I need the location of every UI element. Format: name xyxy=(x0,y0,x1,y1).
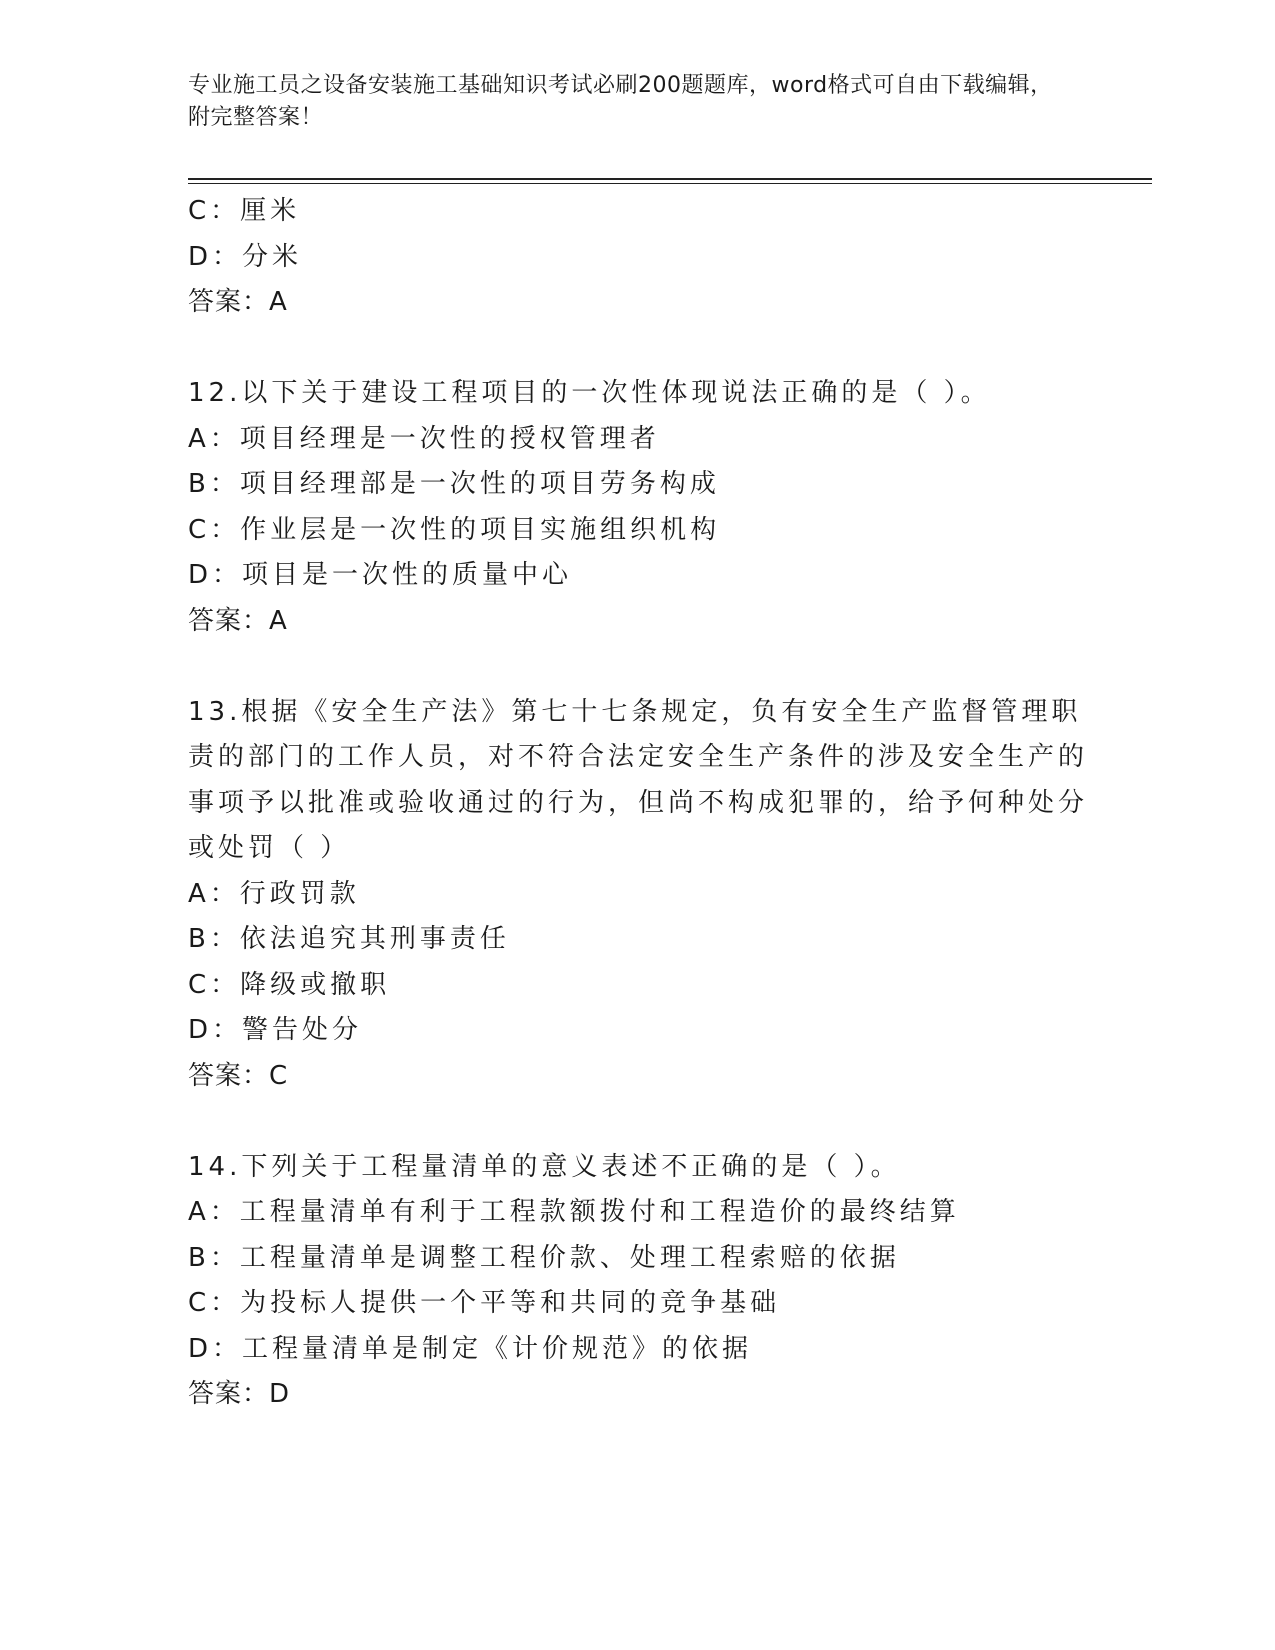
question-12-text: 12.以下关于建设工程项目的一次性体现说法正确的是（ ）。 xyxy=(188,378,991,408)
question-13-option-a: A：行政罚款 xyxy=(188,878,360,909)
question-13-answer: 答案：C xyxy=(188,1060,289,1091)
question-14-option-c: C：为投标人提供一个平等和共同的竞争基础 xyxy=(188,1288,781,1318)
header-divider xyxy=(188,178,1152,180)
spacer xyxy=(188,326,1088,372)
question-13-option-d: D：警告处分 xyxy=(188,1015,363,1045)
question-14-option-b: B：工程量清单是调整工程价款、处理工程索赔的依据 xyxy=(188,1242,900,1273)
question-12-option-b: B：项目经理部是一次性的项目劳务构成 xyxy=(188,469,720,499)
option-c: C：厘米 xyxy=(188,196,301,226)
question-12-option-d: D：项目是一次性的质量中心 xyxy=(188,560,573,590)
question-12-option-a: A：项目经理是一次性的授权管理者 xyxy=(188,423,660,454)
question-13-option-b: B：依法追究其刑事责任 xyxy=(188,924,510,954)
question-13-text: 13.根据《安全生产法》第七十七条规定，负有安全生产监督管理职责的部门的工作人员，对不符合法定安全生产条件的涉及安全生产的事项予以批准或验收通过的行为，但尚不构成犯罪的，给予何种处分或处罚（ ） xyxy=(188,696,1089,863)
spacer xyxy=(188,644,1088,690)
question-12-answer: 答案：A xyxy=(188,605,288,636)
question-12-option-c: C：作业层是一次性的项目实施组织机构 xyxy=(188,514,721,545)
question-14-option-a: A：工程量清单有利于工程款额拨付和工程造价的最终结算 xyxy=(188,1197,960,1227)
spacer xyxy=(188,1099,1088,1145)
question-14-option-d: D：工程量清单是制定《计价规范》的依据 xyxy=(188,1333,753,1364)
question-14-text: 14.下列关于工程量清单的意义表述不正确的是（ ）。 xyxy=(188,1151,901,1182)
header-divider-thin xyxy=(188,183,1152,184)
answer-line: 答案：A xyxy=(188,287,288,317)
page-header: 专业施工员之设备安装施工基础知识考试必刷200题题库，word格式可自由下载编辑，附完整答案！ xyxy=(188,73,1053,130)
document-body xyxy=(188,189,1088,1418)
question-13-option-c: C：降级或撤职 xyxy=(188,969,391,1000)
option-d: D：分米 xyxy=(188,241,303,272)
question-14-answer: 答案：D xyxy=(188,1379,291,1409)
